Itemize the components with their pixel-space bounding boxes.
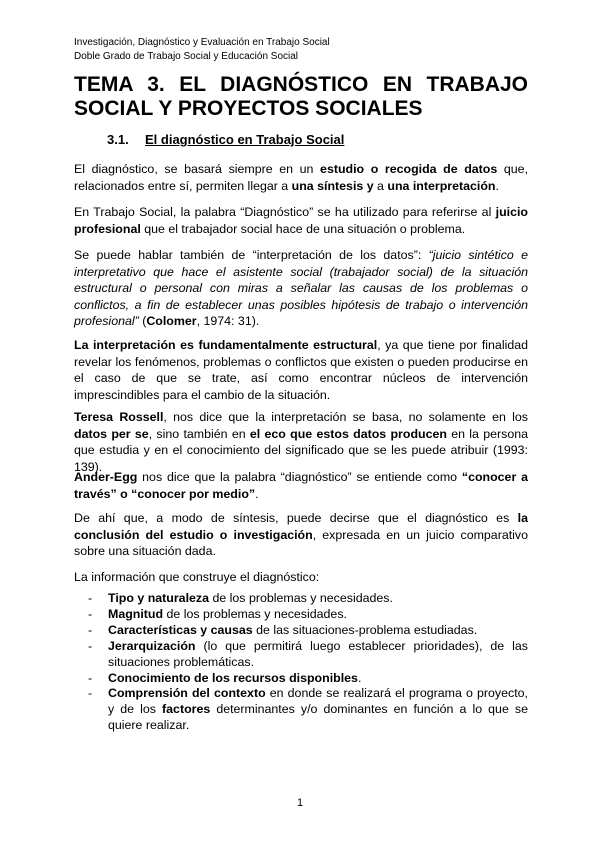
running-header-course: Investigación, Diagnóstico y Evaluación en Trabajo Social	[74, 37, 330, 48]
list-item: - Tipo y naturaleza de los problemas y necesidades.	[88, 591, 393, 605]
paragraph-2: En Trabajo Social, la palabra “Diagnóstico” se ha utilizado para referirse al juicio profesional que el trabajador social hace de una situación o problema.	[74, 205, 528, 236]
paragraph-4: La interpretación es fundamentalmente estructural, ya que tiene por finalidad revelar los fenómenos, problemas o conflictos que existen o pueden producirse en el caso de que se trate, así como encontrar núcleos de intervención imprescindibles para el cambio de la situación.	[74, 338, 529, 402]
paragraph-6: Ander-Egg nos dice que la palabra “diagnóstico” se entiende como “conocer a través” o “conocer por medio”.	[74, 470, 528, 501]
paragraph-8: La información que construye el diagnóstico:	[74, 570, 320, 584]
list-item: - Comprensión del contexto en donde se realizará el programa o proyecto, y de los factores determinantes y/o dominantes en función a lo que se quiere realizar.	[88, 686, 528, 733]
paragraph-7: De ahí que, a modo de síntesis, puede decirse que el diagnóstico es la conclusión del estudio o investigación, expresada en un juicio comparativo sobre una situación dada.	[74, 511, 528, 559]
page-title-line-2: SOCIAL Y PROYECTOS SOCIALES	[74, 97, 423, 120]
section-number: 3.1.	[107, 132, 129, 147]
paragraph-5: Teresa Rossell, nos dice que la interpretación se basa, no solamente en los datos per se, sino también en el eco que estos datos producen en la persona que estudia y en el conocimiento del significado que se les puede atribuir (1993: 139).	[74, 410, 529, 474]
list-item: - Características y causas de las situaciones-problema estudiadas.	[88, 622, 478, 637]
list-item: - Conocimiento de los recursos disponibles.	[88, 670, 362, 685]
section-heading-text: El diagnóstico en Trabajo Social	[145, 132, 345, 147]
page-number: 1	[296, 797, 304, 809]
running-header-degree: Doble Grado de Trabajo Social y Educación Social	[74, 51, 299, 62]
page-title-line-1: TEMA 3. EL DIAGNÓSTICO EN TRABAJO	[74, 73, 528, 96]
diagnosis-info-list	[88, 591, 528, 734]
list-item: - Jerarquización (lo que permitirá luego establecer prioridades), de las situaciones problemáticas.	[88, 638, 528, 669]
section-heading	[107, 132, 344, 147]
paragraph-1: El diagnóstico, se basará siempre en un estudio o recogida de datos que, relacionados entre sí, permiten llegar a una síntesis y a una interpretación.	[74, 162, 529, 193]
paragraph-3: Se puede hablar también de “interpretación de los datos”: “juicio sintético e interpretativo que hace el asistente social (trabajador social) de la situación estructural o personal con miras a señalar las causas de los problemas o conflictos, a fin de establecer unas posibles hipótesis de trabajo o intervención profesional” (Colomer, 1974: 31).	[74, 248, 528, 329]
page-title	[74, 73, 528, 121]
list-item: - Magnitud de los problemas y necesidades.	[88, 606, 347, 621]
